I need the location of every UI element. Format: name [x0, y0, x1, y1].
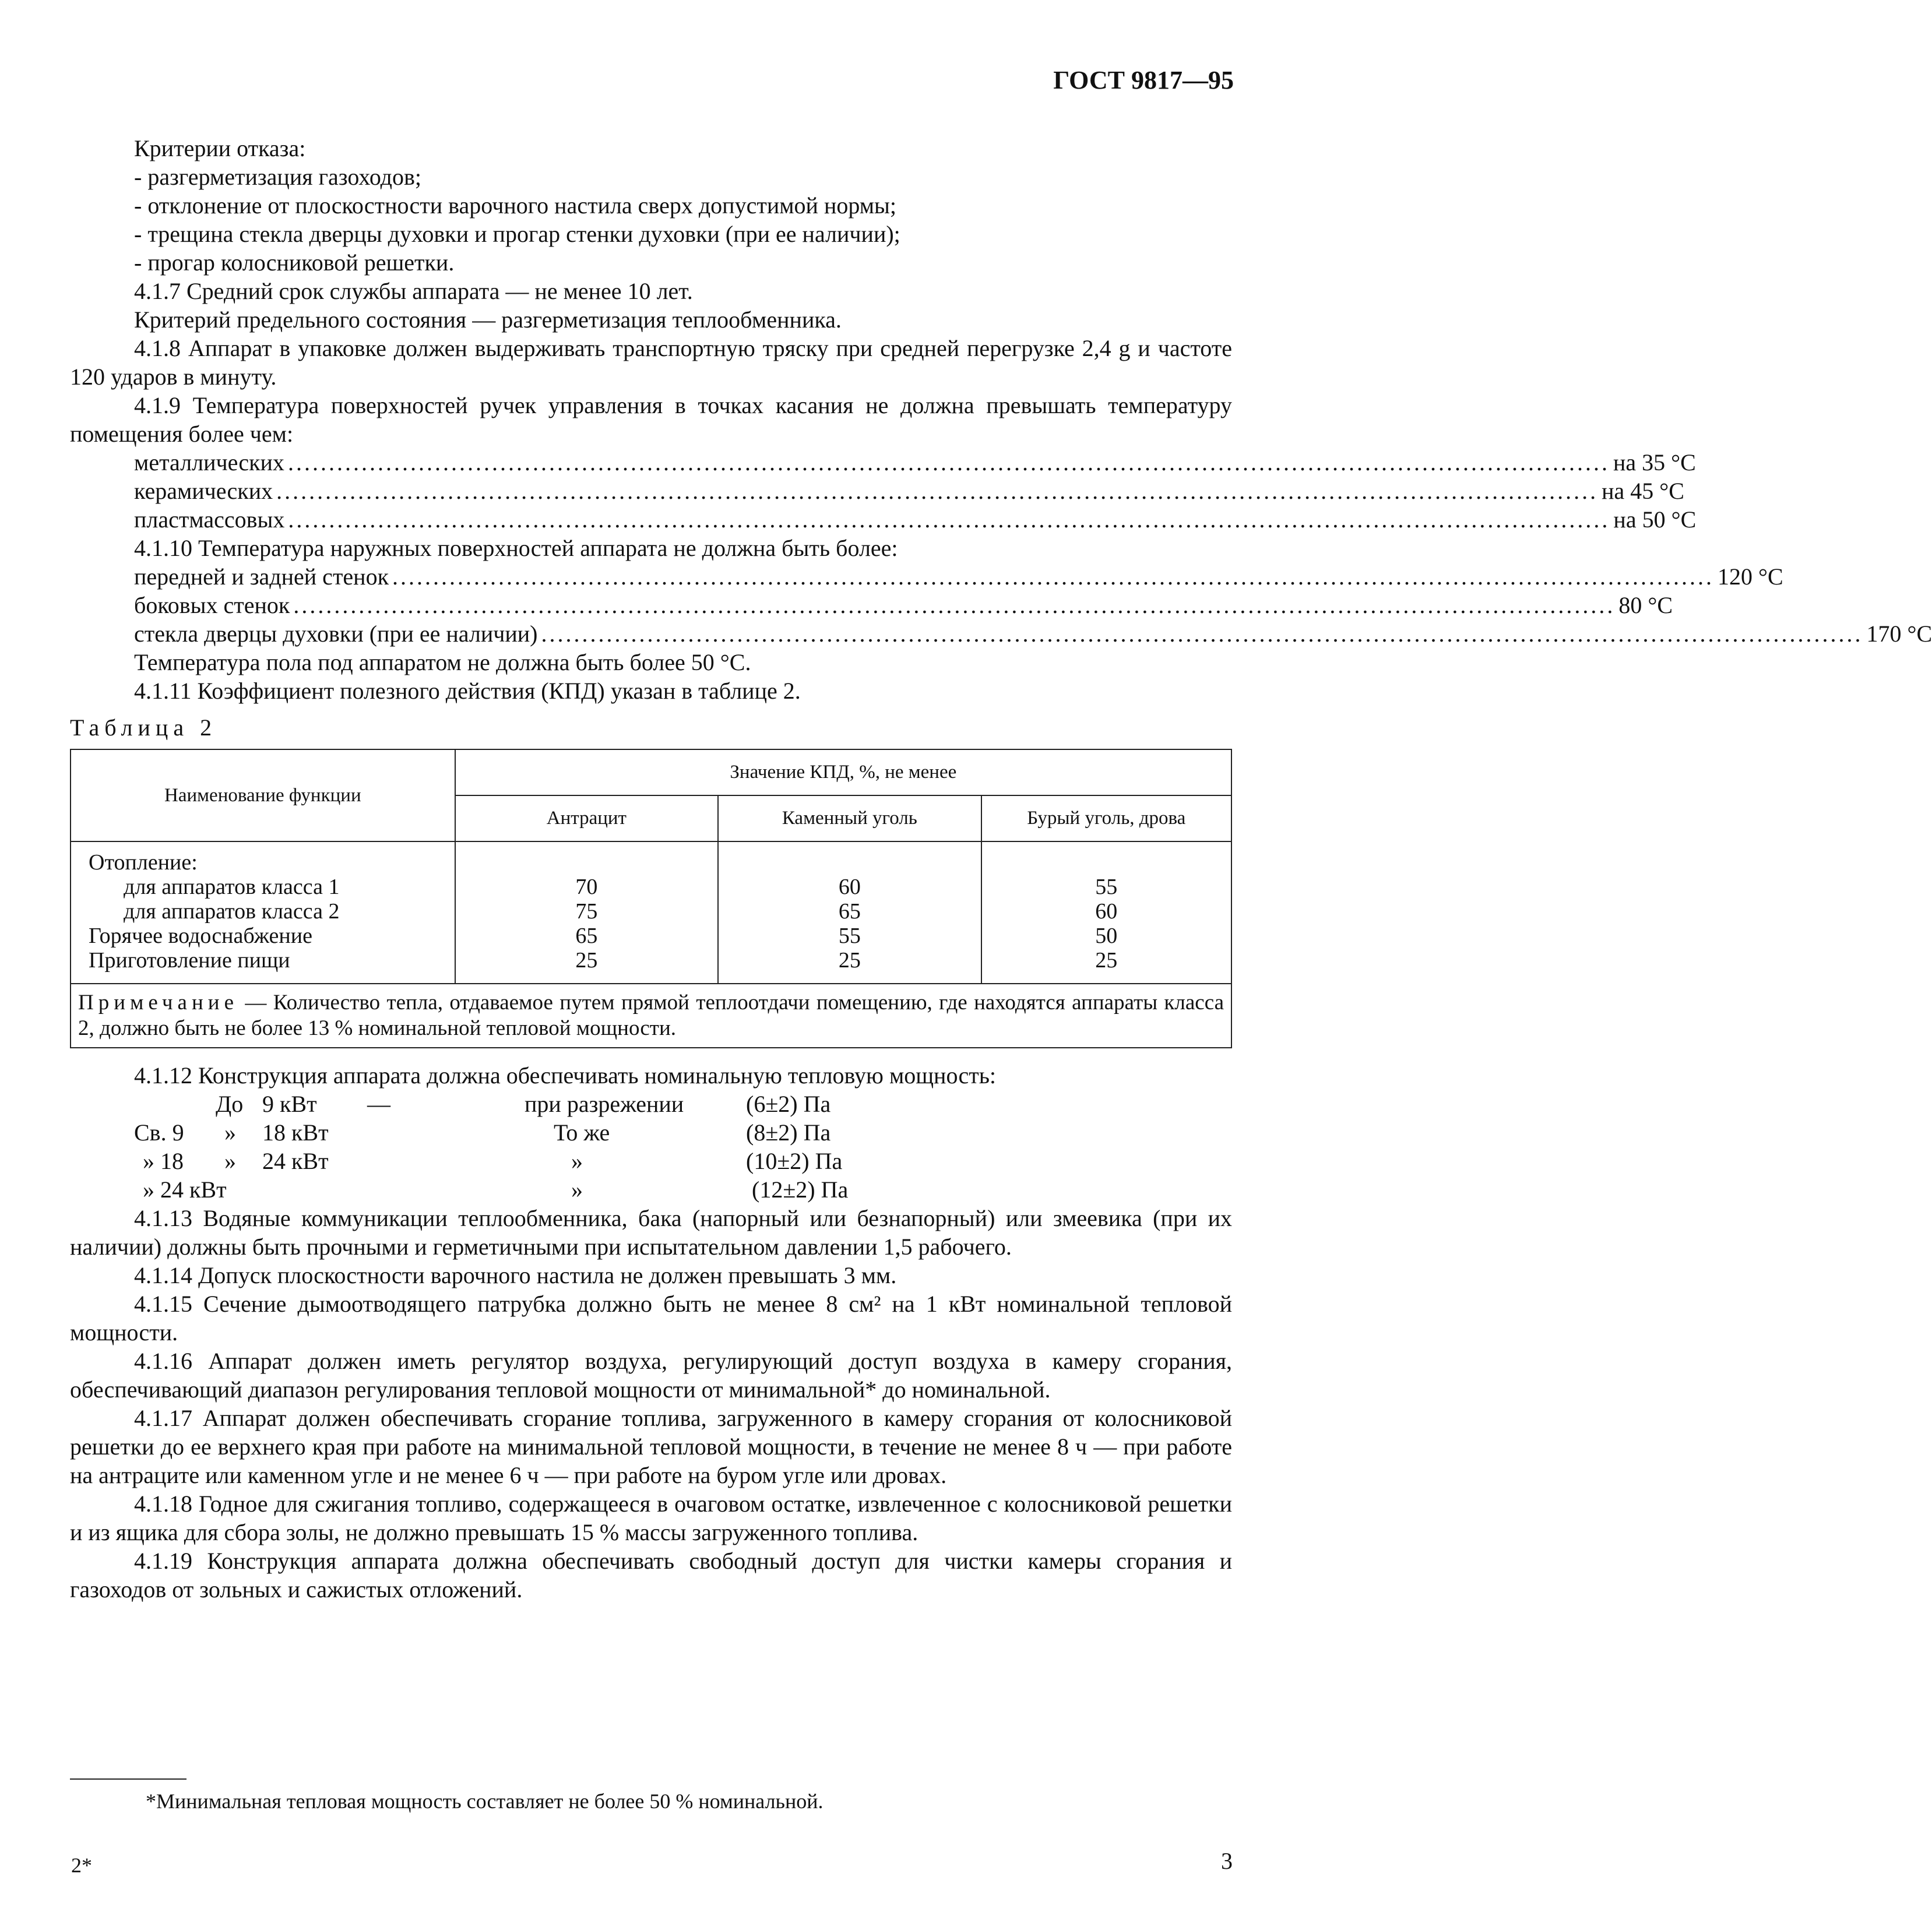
column-group-header: Значение КПД, %, не менее [455, 749, 1231, 795]
power-cell: (10±2) Па [746, 1148, 843, 1174]
power-cell: 18 кВт [262, 1119, 329, 1146]
power-cell [321, 1147, 466, 1175]
table-note [71, 984, 1231, 1048]
power-cell [216, 1175, 321, 1204]
table-cell: 55 [1095, 875, 1118, 899]
table-cell: для аппаратов класса 2 [124, 899, 340, 924]
function-column [71, 841, 455, 984]
item-label: пластмассовых [134, 506, 285, 533]
table-cell: 60 [1095, 899, 1118, 924]
list-item [70, 562, 1783, 591]
limit-state-criterion: Критерий предельного состояния — разгерметизация теплообменника. [134, 307, 842, 333]
power-cell [321, 1175, 466, 1204]
power-cell: Св. 9 [134, 1119, 184, 1146]
power-cell: » [224, 1148, 236, 1174]
item-label: передней и задней стенок [134, 563, 389, 590]
clause-4-1-11: 4.1.11 Коэффициент полезного действия (КПД) указан в таблице 2. [134, 678, 801, 704]
item-label: стекла дверцы духовки (при ее наличии) [134, 621, 538, 647]
table-cell: 55 [838, 924, 861, 948]
table-cell: 50 [1095, 924, 1118, 948]
power-cell: » 18 [143, 1148, 184, 1174]
power-cell: (8±2) Па [746, 1119, 831, 1146]
column-header-function: Наименование функции [71, 749, 455, 841]
clause-4-1-19: 4.1.19 Конструкция аппарата должна обеспечивать свободный доступ для чистки камеры сгорания и газоходов от зольных и сажистых отложений. [70, 1548, 1232, 1602]
brown-coal-column [981, 841, 1231, 984]
power-cell: » [224, 1119, 236, 1146]
table-cell: 25 [838, 948, 861, 973]
list-item [70, 591, 1673, 619]
dot-leader: .................................................................................................................................................................. [276, 478, 1599, 504]
dot-leader: .................................................................................................................................................................. [287, 449, 1610, 476]
list-item [70, 505, 1697, 534]
dot-leader: .................................................................................................................................................................. [288, 506, 1610, 533]
footnote-separator [70, 1778, 186, 1780]
clause-4-1-8: 4.1.8 Аппарат в упаковке должен выдерживать транспортную тряску при средней перегрузке 2,4 g и частоте 120 ударов в минуту. [70, 335, 1232, 390]
table-cell [982, 850, 1231, 875]
clause-4-1-10: 4.1.10 Температура наружных поверхностей аппарата не должна быть более: [134, 535, 898, 561]
failure-criterion: - трещина стекла дверцы духовки и прогар стенки духовки (при ее наличии); [134, 221, 900, 247]
dot-leader: .................................................................................................................................................................. [541, 621, 1863, 647]
table-cell: 25 [1095, 948, 1118, 973]
item-label: металлических [134, 449, 284, 476]
item-value: на 35 °С [1613, 449, 1696, 476]
clause-4-1-13: 4.1.13 Водяные коммуникации теплообменника, бака (напорный или безнапорный) или змеевика (при их наличии) должны быть прочными и герметичными при испытательном давлении 1,5 рабочего. [70, 1205, 1232, 1260]
table-cell: Приготовление пищи [89, 948, 290, 973]
note-label: Примечание [78, 991, 238, 1015]
dot-leader: .................................................................................................................................................................. [293, 592, 1616, 618]
power-cell: » [571, 1148, 583, 1174]
failure-criterion: - отклонение от плоскостности варочного настила сверх допустимой нормы; [134, 192, 897, 219]
power-cell [70, 1090, 152, 1118]
table-cell: 70 [575, 875, 598, 899]
list-item [70, 619, 1932, 648]
table-cell: Горячее водоснабжение [89, 924, 312, 948]
power-cell: То же [554, 1119, 610, 1146]
clause-4-1-15: 4.1.15 Сечение дымоотводящего патрубка должно быть не менее 8 см² на 1 кВт номинальной тепловой мощности. [70, 1291, 1232, 1346]
table-cell: 25 [575, 948, 598, 973]
list-item [70, 448, 1696, 477]
table-cell [456, 850, 717, 875]
failure-criterion: - прогар колосниковой решетки. [134, 249, 455, 276]
power-cell: — [367, 1091, 390, 1117]
power-cell [152, 1175, 216, 1204]
clause-4-1-7: 4.1.7 Средний срок службы аппарата — не менее 10 лет. [134, 278, 693, 304]
clause-4-1-14: 4.1.14 Допуск плоскостности варочного настила не должен превышать 3 мм. [134, 1262, 897, 1288]
table-cell: 60 [838, 875, 861, 899]
power-cell: при разрежении [525, 1091, 684, 1117]
power-cell: » 24 кВт [143, 1177, 227, 1203]
note-text: — Количество тепла, отдаваемое путем прямой теплоотдачи помещению, где находятся аппараты класса 2, должно быть не более 13 % номинальной тепловой мощности. [78, 991, 1224, 1040]
coal-column [718, 841, 981, 984]
table-cell: Отопление: [89, 850, 198, 875]
failure-criteria-heading: Критерии отказа: [134, 135, 306, 161]
footnote: *Минимальная тепловая мощность составляет не более 50 % номинальной. [146, 1790, 824, 1813]
item-value: 80 °С [1618, 592, 1673, 618]
power-table [70, 1090, 1232, 1204]
power-cell: (6±2) Па [746, 1091, 831, 1117]
clause-4-1-9: 4.1.9 Температура поверхностей ручек управления в точках касания не должна превышать температуру помещения более чем: [70, 392, 1232, 447]
table-cell: 75 [575, 899, 598, 924]
table-cell: для аппаратов класса 1 [124, 875, 340, 899]
table-cell [719, 850, 980, 875]
column-header-coal: Каменный уголь [718, 795, 981, 841]
item-label: керамических [134, 478, 273, 504]
table-body [71, 841, 1231, 984]
item-value: 170 °С [1866, 621, 1932, 647]
power-cell: До [216, 1091, 244, 1117]
item-value: 120 °С [1718, 563, 1783, 590]
power-cell: 9 кВт [262, 1091, 317, 1117]
clause-4-1-18: 4.1.18 Годное для сжигания топливо, содержащееся в очаговом остатке, извлеченное с колосниковой решетки и из ящика для сбора золы, не должно превышать 15 % массы загруженного топлива. [70, 1491, 1232, 1545]
page-number: 3 [1221, 1848, 1233, 1874]
page-body [70, 134, 1932, 1604]
document-header: ГОСТ 9817—95 [1053, 66, 1234, 94]
list-item [70, 477, 1684, 505]
dot-leader: .................................................................................................................................................................. [392, 563, 1715, 590]
table-cell: 65 [575, 924, 598, 948]
efficiency-table [70, 749, 1232, 1048]
floor-temperature: Температура пола под аппаратом не должна быть более 50 °С. [134, 649, 751, 675]
power-cell [321, 1118, 466, 1147]
item-value: на 50 °С [1613, 506, 1697, 533]
clause-4-1-12: 4.1.12 Конструкция аппарата должна обеспечивать номинальную тепловую мощность: [134, 1062, 997, 1089]
power-cell: 24 кВт [262, 1148, 329, 1174]
failure-criterion: - разгерметизация газоходов; [134, 164, 422, 190]
anthracite-column [455, 841, 718, 984]
sheet-mark: 2* [71, 1854, 92, 1877]
item-value: на 45 °С [1602, 478, 1684, 504]
power-cell: » [571, 1177, 583, 1203]
column-header-brown-coal: Бурый уголь, дрова [981, 795, 1231, 841]
clause-4-1-16: 4.1.16 Аппарат должен иметь регулятор воздуха, регулирующий доступ воздуха в камеру сгорания, обеспечивающий диапазон регулирования тепловой мощности от минимальной* до номинальной. [70, 1348, 1232, 1403]
clause-4-1-17: 4.1.17 Аппарат должен обеспечивать сгорание топлива, загруженного в камеру сгорания от колосниковой решетки до ее верхнего края при работе на минимальной тепловой мощности, в течение не менее 8 ч — при работе на антраците или каменном угле и не менее 6 ч — при работе на буром угле или дровах. [70, 1405, 1232, 1488]
column-header-anthracite: Антрацит [455, 795, 718, 841]
item-label: боковых стенок [134, 592, 290, 618]
table-caption: Таблица 2 [70, 714, 217, 741]
power-cell: (12±2) Па [752, 1177, 849, 1203]
table-cell: 65 [838, 899, 861, 924]
